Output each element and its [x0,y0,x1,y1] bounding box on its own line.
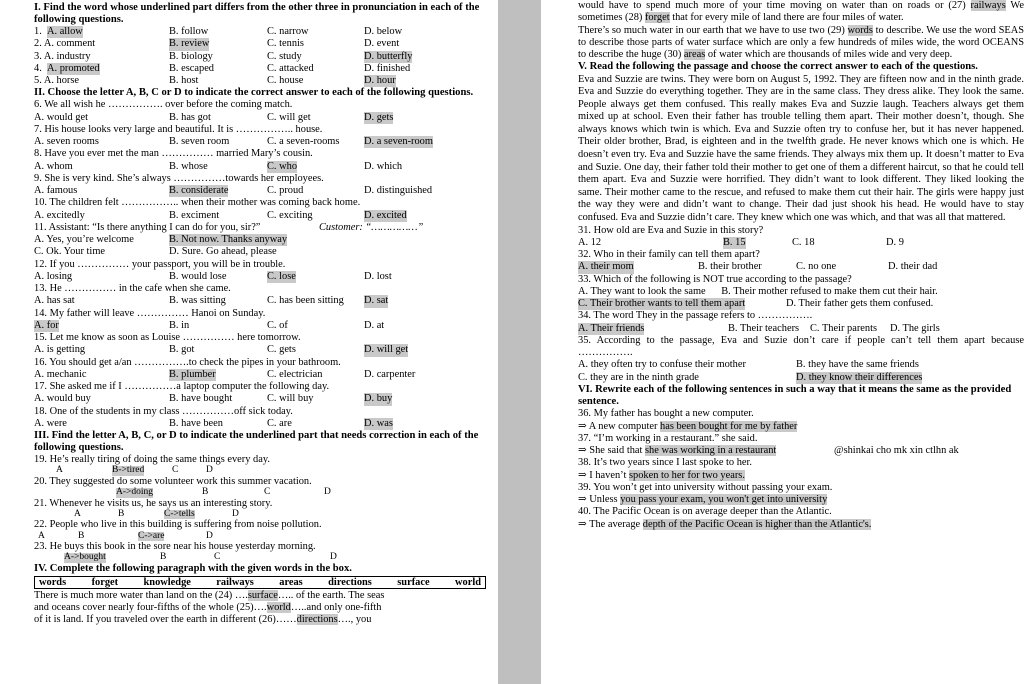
paragraph-line-2: and oceans cover nearly four-fifths of the whole (25)….world…..and only one-fifth [34,602,382,613]
answer-1: A. allow [47,26,83,37]
answer-26: directions [296,614,338,626]
question-20: 20. They suggested do some volunteer work this summer vacation. [34,475,312,487]
question-1: 1. A. allow B. follow C. narrow D. below [34,26,403,37]
answer-13: D. sat [364,295,389,307]
paragraph-line-3: of it is land. If you traveled over the earth in different (26)……directions…., you [34,614,372,626]
section-4-heading: IV. Complete the following paragraph with the given words in the box. [34,562,352,574]
answer-5: D. hour [364,75,396,86]
question-11: 11. Assistant: “Is there anything I can do for you, sir?” Customer: “……………” [34,221,424,233]
answer-12: C. lose [267,270,296,282]
answer-7: D. a seven-room [364,136,433,147]
answer-36: has been bought for me by father [660,420,798,432]
question-31-options: A. 12 B. 15 C. 18 D. 9 [578,236,904,248]
question-32: 32. Who in their family can tell them apart? [578,249,760,261]
answer-25: world [266,602,291,613]
paragraph-continued: would have to spend much more of your time moving on water than on roads or (27) railways We sometimes (28) forget that for every mile of land there are four miles of water. [578,0,1024,24]
question-6: 6. We all wish he ……………. over before the coming match. [34,99,293,111]
question-9-options: A. famous B. considerate C. proud D. distinguished [34,185,433,196]
answer-6: D. gets [364,111,394,123]
question-17-options: A. would buy B. have bought C. will buy D. buy [34,393,393,405]
question-36: 36. My father has bought a new computer. [578,408,754,420]
question-7-options: A. seven rooms B. seven room C. a seven-rooms D. a seven-room [34,136,433,147]
answer-24: surface [247,589,278,601]
question-22: 22. People who live in this building is suffering from noise pollution. [34,519,322,531]
question-15: 15. Let me know as soon as Louise …………… here tomorrow. [34,332,301,343]
question-33: 33. Which of the following is NOT true according to the passage? [578,273,852,285]
question-10-options: A. excitedly B. exciment C. exciting D. excited [34,209,407,221]
answer-10: D. excited [364,209,407,221]
section-2-heading: II. Choose the letter A, B, C or D to indicate the correct answer to each of the following questions. [34,87,474,99]
answer-39: you pass your exam, you won't get into university [620,494,828,506]
question-12: 12. If you …………… your passport, you will be in trouble. [34,258,286,270]
question-9: 9. She is very kind. She’s always ……………towards her employees. [34,172,324,184]
answer-15: D. will get [364,344,409,356]
question-39: 39. You won’t get into university without passing your exam. [578,481,833,493]
question-32-options: A. their mom B. their brother C. no one D. their dad [578,261,938,273]
question-37-answer: ⇒ She said that she was working in a restaurant @shinkai cho mk xin ctlhn ak [578,445,959,457]
paragraph-seas-oceans: There’s so much water in our earth that we have to use two (29) words to describe. We use the word SEAS to describe those parts of water surface which are only a few hundreds of miles wide, the word OCEANS to describe the huge (30) areas of water which are thousands of miles wide and very deep. [578,24,1024,60]
question-35-options-a: A. they often try to confuse their mother B. they have the same friends [578,359,919,371]
question-15-options: A. is getting B. got C. gets D. will get [34,344,409,356]
question-38-answer: ⇒ I haven’t spoken to her for two years. [578,469,745,481]
section-3-heading: III. Find the letter A, B, C, or D to indicate the underlined part that needs correction in each of the following questions. [34,430,479,453]
question-23: 23. He buys this book in the sore near his house yesterday morning. [34,541,316,552]
comment-note: @shinkai cho mk xin ctlhn ak [834,445,959,457]
question-19-letters: A B->tired C D [56,465,213,476]
question-21-letters: A B C->tells D [74,508,239,519]
question-8-options: A. whom B. whose C. who D. which [34,160,403,172]
question-11-options-a: A. Yes, you’re welcome B. Not now. Thanks anyway [34,234,288,245]
question-2: 2. A. comment B. review C. tennis D. event [34,38,400,50]
section-1-heading: I. Find the word whose underlined part differs from the other three in pronunciation in each of the following questions. [34,2,480,25]
answer-4: A. promoted [47,62,100,74]
answer-3: D. butterfly [364,50,413,62]
question-33-options-a: A. They want to look the same B. Their mother refused to make them cut their hair. [578,285,938,297]
answer-30: areas [683,49,706,60]
question-38: 38. It’s two years since I last spoke to her. [578,457,753,469]
answer-18: D. was [364,417,393,429]
question-39-answer: ⇒ Unless you pass your exam, you won't get into university [578,494,828,506]
answer-38: spoken to her for two years. [628,469,745,481]
question-31: 31. How old are Eva and Suzie in this story? [578,224,764,236]
question-34: 34. The word They in the passage refers to ……………. [578,310,813,322]
left-page [0,0,498,684]
paragraph-line-1: There is much more water than land on the (24) ….surface….. of the earth. The seas [34,589,385,601]
answer-37: she was working in a restaurant [645,445,777,457]
question-4: 4. A. promoted B. escaped C. attacked D. finished [34,62,411,74]
question-3: 3. A. industry B. biology C. study D. butterfly [34,50,413,62]
question-36-answer: ⇒ A new computer has been bought for me by father [578,420,798,432]
answer-35: D. they know their differences [796,371,923,383]
question-18: 18. One of the students in my class ……………off sick today. [34,405,293,417]
answer-8: C. who [267,160,298,172]
section-5-heading: V. Read the following the passage and choose the correct answer to each of the questions. [578,61,978,73]
question-21: 21. Whenever he visits us, he says us an interesting story. [34,497,273,509]
question-17: 17. She asked me if I ……………a laptop computer the following day. [34,381,330,392]
answer-2: B. review [169,38,210,50]
answer-27: railways [970,0,1006,11]
question-18-options: A. were B. have been C. are D. was [34,417,393,429]
question-14-options: A. for B. in C. of D. at [34,319,385,331]
answer-11: B. Not now. Thanks anyway [169,234,288,245]
question-6-options: A. would get B. has got C. will get D. gets [34,111,394,123]
answer-14: A. for [34,319,59,331]
question-40-answer: ⇒ The average depth of the Pacific Ocean is higher than the Atlantic's. [578,518,872,530]
question-23-letters: A->bought B C D [64,552,337,563]
answer-29: words [847,24,873,36]
answer-16: B. plumber [169,368,216,380]
question-5: 5. A. horse B. host C. house D. hour [34,75,396,86]
question-34-options: A. Their friends B. Their teachers C. Their parents D. The girls [578,322,940,334]
reading-passage: Eva and Suzzie are twins. They were born on August 5, 1992. They are fifteen now and in the ninth grade. Eva and Suzzie do everything together. They are in the same class. They dress alike. They look the same. People always get them confused. This really makes Eva and Suzzie laugh. Teachers always get them mixed up at school. Even their father has trouble telling them apart. Their mother doesn’t, though. She always knows which twin is which. Eva and Suzzie often try to confuse her, but it has never happened. Their older brother, Brad, is eighteen and in the twelfth grade. He never knows which one is which. He doesn’t even try. Eva and Suzzie have the same friends. They always mix them up. It doesn’t matter to Eva and Suzie. One day, their father told their mother to get one of them a different haircut, so that he could tell them apart. Eva and Suzzie were horrified. They didn’t want to look different. They liked looking the same. Their mother came to the rescue, and refused to make them cut their hair. The girls were happy just the way they were and didn’t want to change. Their dad just shook his head. He would have to stay confused. Eva and Suzzie didn’t care. They knew which one was which, and that was all that mattered. [578,73,1024,224]
answer-17: D. buy [364,393,393,405]
question-20-letters: A->doing B C D [116,487,331,497]
right-page [541,0,1024,684]
answer-33: C. Their brother wants to tell them apart [578,298,746,310]
section-6-heading: VI. Rewrite each of the following sentences in such a way that it means the same as the provided sentence. [578,383,1012,408]
answer-9: B. considerate [169,185,229,196]
question-19: 19. He’s really tiring of doing the same things every day. [34,454,270,465]
question-35: 35. According to the passage, Eva and Suzie don’t care if people can’t tell them apart because ……………. [578,334,1024,359]
question-11-options-b: C. Ok. Your time D. Sure. Go ahead, please [34,246,277,258]
question-14: 14. My father will leave …………… Hanoi on Sunday. [34,307,266,319]
question-8: 8. Have you ever met the man …………… married Mary’s cousin. [34,148,313,160]
question-16: 16. You should get a/an …………….to check the pipes in your bathroom. [34,356,341,368]
question-22-letters: A B C->are D [38,530,213,541]
answer-31: B. 15 [723,236,746,248]
question-37: 37. “I’m working in a restaurant.” she said. [578,432,758,444]
question-13: 13. He …………… in the cafe when she came. [34,283,231,294]
question-10: 10. The children felt …………….. when their mother was coming back home. [34,197,361,209]
question-12-options: A. losing B. would lose C. lose D. lost [34,270,392,282]
question-33-options-b: C. Their brother wants to tell them apart D. Their father gets them confused. [578,298,934,310]
answer-32: A. their mom [578,261,634,273]
question-35-options-b: C. they are in the ninth grade D. they know their differences [578,371,923,383]
question-40: 40. The Pacific Ocean is on average deeper than the Atlantic. [578,506,832,518]
word-box: words forget knowledge railways areas directions surface world [34,576,486,589]
question-16-options: A. mechanic B. plumber C. electrician D. carpenter [34,368,416,380]
answer-40: depth of the Pacific Ocean is higher than the Atlantic's. [642,518,872,530]
question-13-options: A. has sat B. was sitting C. has been sitting D. sat [34,295,389,307]
question-7: 7. His house looks very large and beautiful. It is …………….. house. [34,123,323,135]
answer-28: forget [644,12,670,24]
answer-34: A. Their friends [578,322,645,334]
